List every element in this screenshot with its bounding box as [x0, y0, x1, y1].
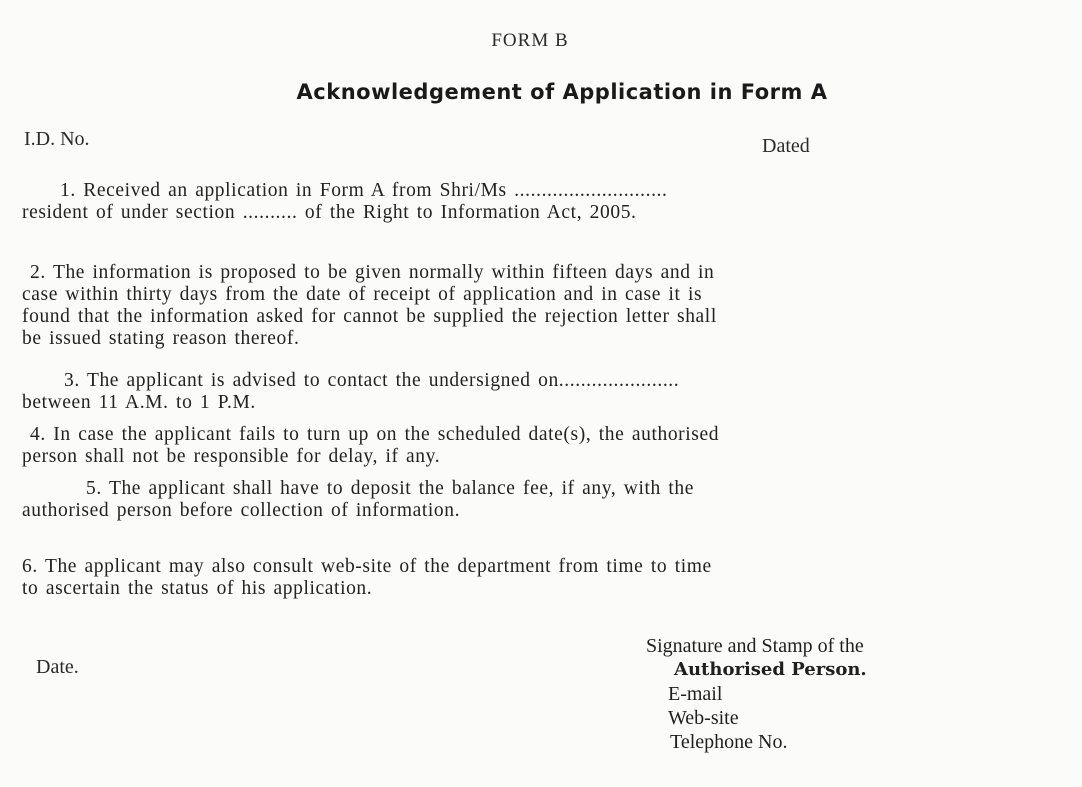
dated-label: Dated	[762, 135, 810, 157]
paragraph-2	[22, 262, 1062, 350]
form-title: Acknowledgement of Application in Form A	[296, 80, 828, 104]
form-label: FORM B	[491, 30, 569, 51]
paragraph-6-line-2: to ascertain the status of his application.	[22, 578, 373, 599]
paragraph-2-line-4: be issued stating reason thereof.	[22, 328, 300, 349]
paragraph-2-line-1: 2. The information is proposed to be given normally within fifteen days and in	[30, 262, 715, 283]
id-number-label: I.D. No.	[24, 128, 90, 150]
paragraph-3-line-1: 3. The applicant is advised to contact the undersigned on......................	[64, 370, 680, 391]
paragraph-2-line-3: found that the information asked for cannot be supplied the rejection letter shall	[22, 306, 717, 327]
website-line: Web-site	[668, 707, 739, 729]
paragraph-5	[22, 478, 1062, 522]
paragraph-4-line-2: person shall not be responsible for delay, if any.	[22, 446, 441, 467]
paragraph-4	[22, 424, 1062, 468]
paragraph-6	[22, 556, 1062, 600]
email-line: E-mail	[668, 683, 723, 705]
paragraph-1-line-1: 1. Received an application in Form A from Shri/Ms ............................	[60, 180, 668, 201]
paragraph-3	[22, 370, 1062, 414]
paragraph-1-line-2: resident of under section .......... of the Right to Information Act, 2005.	[22, 202, 637, 223]
telephone-line: Telephone No.	[670, 731, 788, 753]
authorised-person-line: Authorised Person.	[674, 659, 867, 680]
paragraph-4-line-1: 4. In case the applicant fails to turn up on the scheduled date(s), the authorised	[30, 424, 720, 445]
paragraph-3-line-2: between 11 A.M. to 1 P.M.	[22, 392, 256, 413]
signature-block	[646, 634, 867, 754]
paragraph-6-line-1: 6. The applicant may also consult web-site of the department from time to time	[22, 556, 712, 577]
paragraph-5-line-2: authorised person before collection of information.	[22, 500, 461, 521]
paragraph-2-line-2: case within thirty days from the date of receipt of application and in case it is	[22, 284, 703, 305]
signature-line: Signature and Stamp of the	[646, 635, 864, 657]
paragraph-5-line-1: 5. The applicant shall have to deposit the balance fee, if any, with the	[86, 478, 694, 499]
paragraph-1	[22, 180, 1062, 224]
date-label: Date.	[36, 656, 79, 678]
